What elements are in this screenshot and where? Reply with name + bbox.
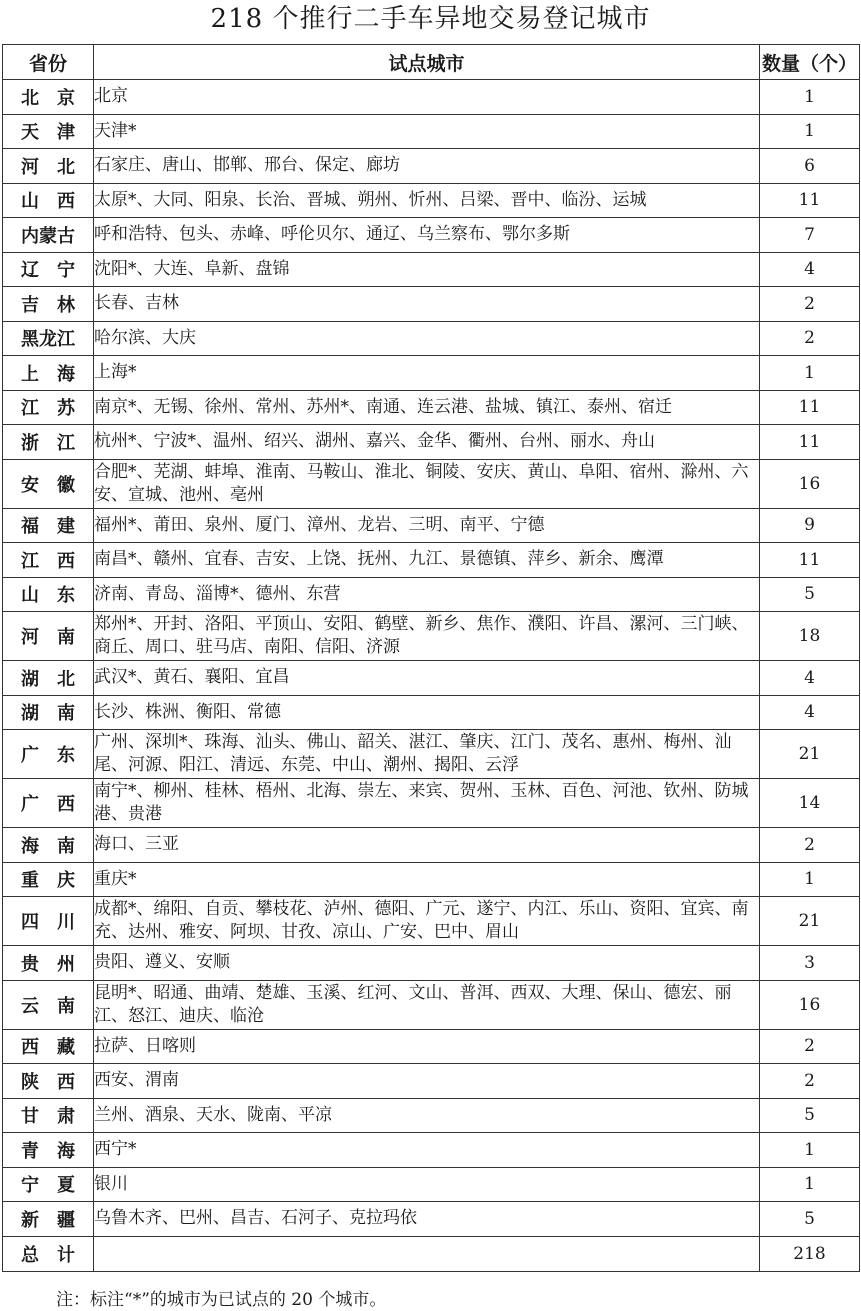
- count-cell: 1: [760, 1133, 860, 1168]
- table-row: [3, 1064, 860, 1099]
- table-header-row: [3, 45, 860, 80]
- count-cell: 1: [760, 356, 860, 391]
- cities-cell: 上海*: [94, 356, 760, 391]
- table-row: [3, 508, 860, 543]
- table-row: [3, 612, 860, 661]
- cities-cell: 哈尔滨、大庆: [94, 321, 760, 356]
- cities-cell: 重庆*: [94, 862, 760, 897]
- cities-cell: 太原*、大同、阳泉、长治、晋城、朔州、忻州、吕梁、晋中、临汾、运城: [94, 183, 760, 218]
- cities-cell: 昆明*、昭通、曲靖、楚雄、玉溪、红河、文山、普洱、西双、大理、保山、德宏、丽江、怒江、迪庆、临沧: [94, 980, 760, 1029]
- total-label: 总计: [3, 1236, 94, 1271]
- count-cell: 2: [760, 321, 860, 356]
- count-cell: 14: [760, 779, 860, 828]
- province-cell: 江苏: [3, 390, 94, 425]
- table-row: [3, 577, 860, 612]
- table-row: [3, 114, 860, 149]
- cities-cell: 兰州、酒泉、天水、陇南、平凉: [94, 1098, 760, 1133]
- table-row: [3, 730, 860, 779]
- cities-cell: 合肥*、芜湖、蚌埠、淮南、马鞍山、淮北、铜陵、安庆、黄山、阜阳、宿州、滁州、六安、宣城、池州、亳州: [94, 459, 760, 508]
- count-cell: 21: [760, 730, 860, 779]
- cities-cell: 武汉*、黄石、襄阳、宜昌: [94, 661, 760, 696]
- province-cell: 广西: [3, 779, 94, 828]
- province-cell: 安徽: [3, 459, 94, 508]
- cities-cell: 南昌*、赣州、宜春、吉安、上饶、抚州、九江、景德镇、萍乡、新余、鹰潭: [94, 543, 760, 578]
- table-row: [3, 862, 860, 897]
- province-cell: 河北: [3, 149, 94, 184]
- pilot-cities-table: [2, 44, 860, 1272]
- count-cell: 2: [760, 1064, 860, 1099]
- count-cell: 11: [760, 543, 860, 578]
- count-cell: 1: [760, 862, 860, 897]
- province-cell: 河南: [3, 612, 94, 661]
- count-cell: 5: [760, 1202, 860, 1237]
- table-row: [3, 80, 860, 115]
- cities-cell: 郑州*、开封、洛阳、平顶山、安阳、鹤壁、新乡、焦作、濮阳、许昌、漯河、三门峡、商丘、周口、驻马店、南阳、信阳、济源: [94, 612, 760, 661]
- province-cell: 海南: [3, 828, 94, 863]
- province-cell: 广东: [3, 730, 94, 779]
- table-row: [3, 321, 860, 356]
- count-cell: 16: [760, 459, 860, 508]
- cities-cell: 银川: [94, 1167, 760, 1202]
- table-row: [3, 252, 860, 287]
- count-cell: 21: [760, 897, 860, 946]
- table-row: [3, 218, 860, 253]
- table-row: [3, 459, 860, 508]
- table-row: [3, 390, 860, 425]
- province-cell: 黑龙江: [3, 321, 94, 356]
- cities-cell: 成都*、绵阳、自贡、攀枝花、泸州、德阳、广元、遂宁、内江、乐山、资阳、宜宾、南充、达州、雅安、阿坝、甘孜、凉山、广安、巴中、眉山: [94, 897, 760, 946]
- province-cell: 浙江: [3, 425, 94, 460]
- cities-cell: 南宁*、柳州、桂林、梧州、北海、崇左、来宾、贺州、玉林、百色、河池、钦州、防城港、贵港: [94, 779, 760, 828]
- table-row: [3, 1029, 860, 1064]
- province-cell: 宁夏: [3, 1167, 94, 1202]
- total-row: [3, 1236, 860, 1271]
- header-count: 数量（个）: [760, 45, 860, 80]
- province-cell: 北京: [3, 80, 94, 115]
- count-cell: 2: [760, 828, 860, 863]
- province-cell: 江西: [3, 543, 94, 578]
- province-cell: 湖南: [3, 695, 94, 730]
- province-cell: 吉林: [3, 287, 94, 322]
- count-cell: 18: [760, 612, 860, 661]
- province-cell: 西藏: [3, 1029, 94, 1064]
- table-row: [3, 695, 860, 730]
- cities-cell: 杭州*、宁波*、温州、绍兴、湖州、嘉兴、金华、衢州、台州、丽水、舟山: [94, 425, 760, 460]
- province-cell: 山东: [3, 577, 94, 612]
- province-cell: 贵州: [3, 946, 94, 981]
- table-row: [3, 149, 860, 184]
- cities-cell: 沈阳*、大连、阜新、盘锦: [94, 252, 760, 287]
- cities-cell: 西宁*: [94, 1133, 760, 1168]
- table-row: [3, 543, 860, 578]
- cities-cell: 长沙、株洲、衡阳、常德: [94, 695, 760, 730]
- total-cities-cell: [94, 1236, 760, 1271]
- header-province: 省份: [3, 45, 94, 80]
- count-cell: 5: [760, 577, 860, 612]
- table-row: [3, 287, 860, 322]
- cities-cell: 海口、三亚: [94, 828, 760, 863]
- province-cell: 青海: [3, 1133, 94, 1168]
- cities-cell: 贵阳、遵义、安顺: [94, 946, 760, 981]
- count-cell: 4: [760, 252, 860, 287]
- count-cell: 11: [760, 390, 860, 425]
- province-cell: 山西: [3, 183, 94, 218]
- province-cell: 福建: [3, 508, 94, 543]
- province-cell: 上海: [3, 356, 94, 391]
- count-cell: 1: [760, 80, 860, 115]
- count-cell: 6: [760, 149, 860, 184]
- table-row: [3, 1202, 860, 1237]
- table-row: [3, 897, 860, 946]
- count-cell: 1: [760, 114, 860, 149]
- cities-cell: 石家庄、唐山、邯郸、邢台、保定、廊坊: [94, 149, 760, 184]
- count-cell: 4: [760, 695, 860, 730]
- province-cell: 甘肃: [3, 1098, 94, 1133]
- province-cell: 天津: [3, 114, 94, 149]
- count-cell: 4: [760, 661, 860, 696]
- count-cell: 3: [760, 946, 860, 981]
- table-row: [3, 946, 860, 981]
- province-cell: 云南: [3, 980, 94, 1029]
- table-row: [3, 183, 860, 218]
- cities-cell: 济南、青岛、淄博*、德州、东营: [94, 577, 760, 612]
- province-cell: 陕西: [3, 1064, 94, 1099]
- total-count: 218: [760, 1236, 860, 1271]
- cities-cell: 乌鲁木齐、巴州、昌吉、石河子、克拉玛依: [94, 1202, 760, 1237]
- province-cell: 湖北: [3, 661, 94, 696]
- count-cell: 5: [760, 1098, 860, 1133]
- province-cell: 新疆: [3, 1202, 94, 1237]
- province-cell: 四川: [3, 897, 94, 946]
- cities-cell: 呼和浩特、包头、赤峰、呼伦贝尔、通辽、乌兰察布、鄂尔多斯: [94, 218, 760, 253]
- table-row: [3, 425, 860, 460]
- count-cell: 2: [760, 1029, 860, 1064]
- table-row: [3, 779, 860, 828]
- count-cell: 1: [760, 1167, 860, 1202]
- count-cell: 11: [760, 183, 860, 218]
- table-row: [3, 1133, 860, 1168]
- cities-cell: 西安、渭南: [94, 1064, 760, 1099]
- province-cell: 内蒙古: [3, 218, 94, 253]
- table-row: [3, 828, 860, 863]
- footnote: 注：标注“*”的城市为已试点的 20 个城市。: [56, 1290, 387, 1310]
- count-cell: 7: [760, 218, 860, 253]
- table-row: [3, 356, 860, 391]
- table-row: [3, 661, 860, 696]
- page-title: 218 个推行二手车异地交易登记城市: [210, 4, 651, 34]
- cities-cell: 南京*、无锡、徐州、常州、苏州*、南通、连云港、盐城、镇江、泰州、宿迁: [94, 390, 760, 425]
- cities-cell: 长春、吉林: [94, 287, 760, 322]
- table-row: [3, 1098, 860, 1133]
- cities-cell: 福州*、莆田、泉州、厦门、漳州、龙岩、三明、南平、宁德: [94, 508, 760, 543]
- count-cell: 9: [760, 508, 860, 543]
- province-cell: 重庆: [3, 862, 94, 897]
- count-cell: 16: [760, 980, 860, 1029]
- cities-cell: 广州、深圳*、珠海、汕头、佛山、韶关、湛江、肇庆、江门、茂名、惠州、梅州、汕尾、河源、阳江、清远、东莞、中山、潮州、揭阳、云浮: [94, 730, 760, 779]
- province-cell: 辽宁: [3, 252, 94, 287]
- cities-cell: 北京: [94, 80, 760, 115]
- count-cell: 11: [760, 425, 860, 460]
- count-cell: 2: [760, 287, 860, 322]
- table-row: [3, 980, 860, 1029]
- cities-cell: 拉萨、日喀则: [94, 1029, 760, 1064]
- cities-cell: 天津*: [94, 114, 760, 149]
- header-cities: 试点城市: [94, 45, 760, 80]
- table-row: [3, 1167, 860, 1202]
